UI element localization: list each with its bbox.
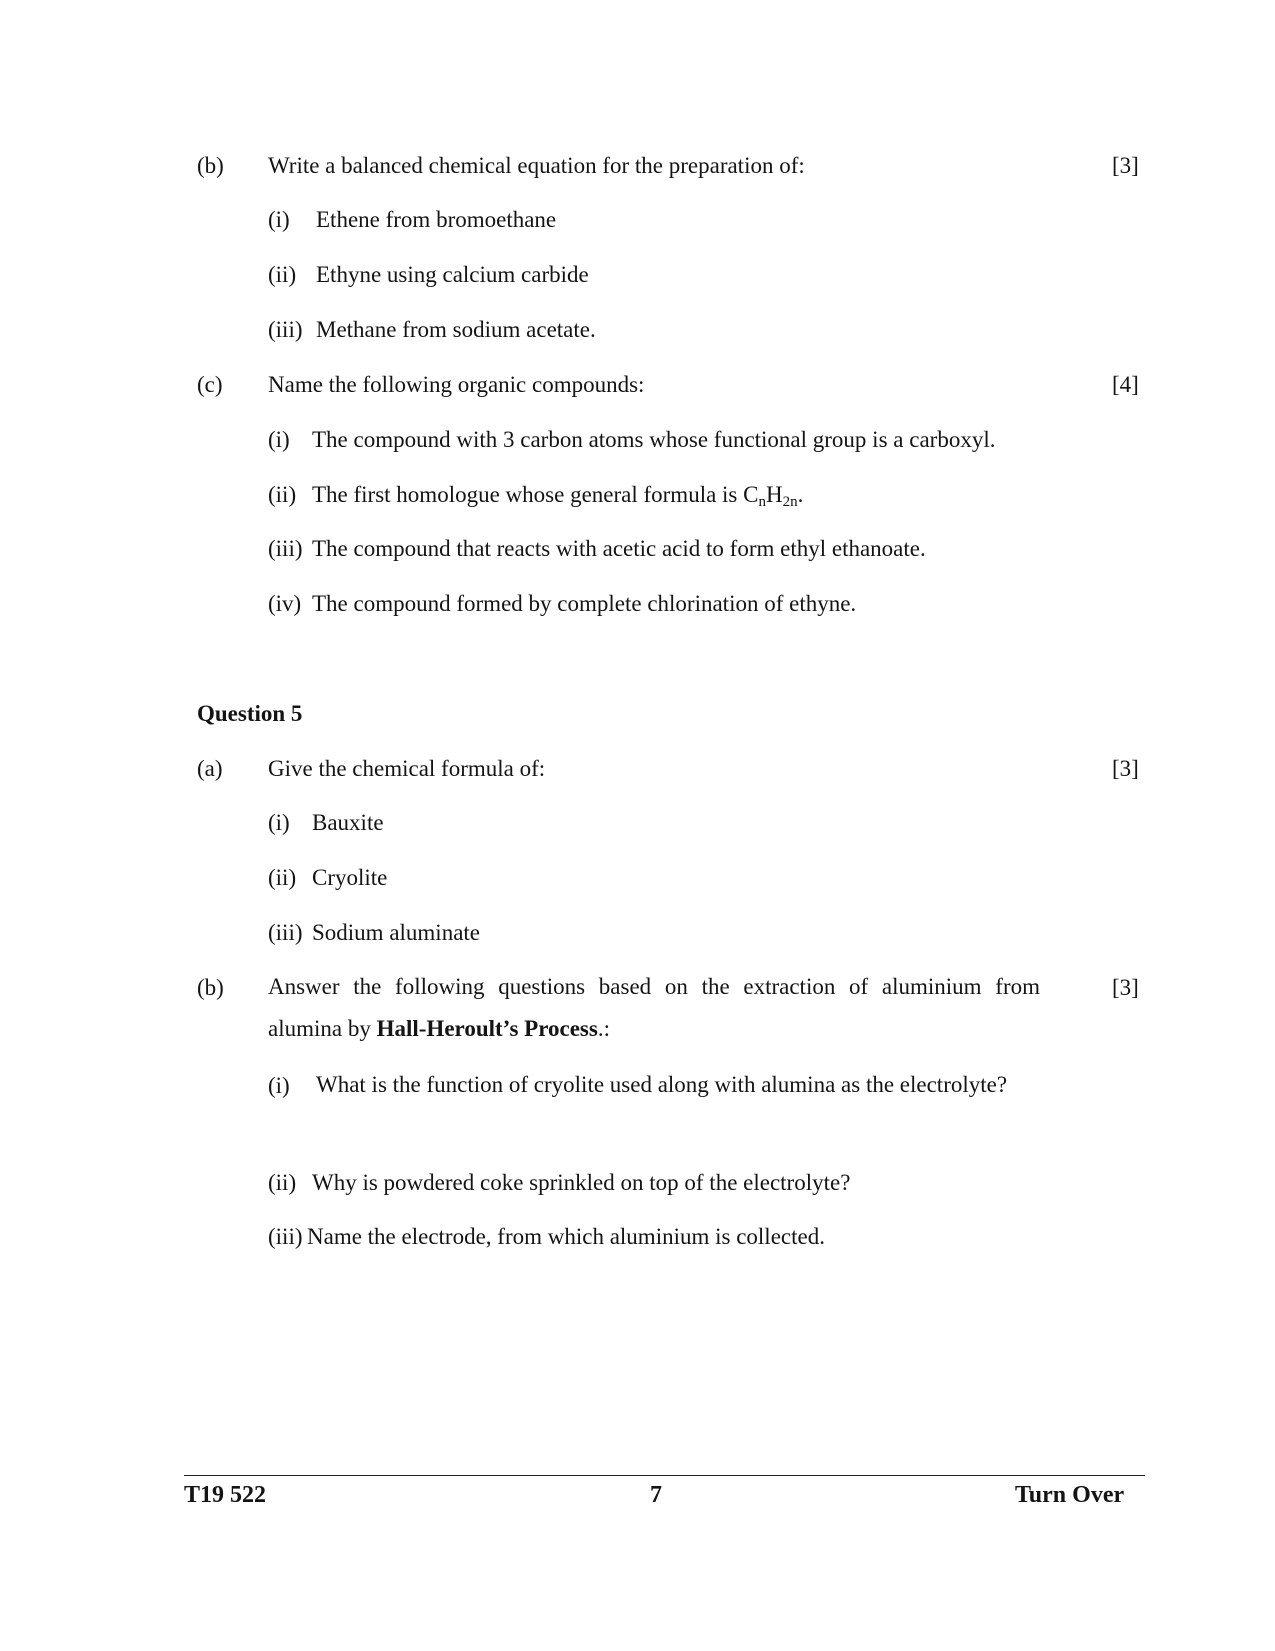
q4b-label: (b) <box>197 153 224 178</box>
q5b-ii-num: (ii) <box>268 1170 297 1195</box>
q4b-question: Write a balanced chemical equation for the preparation of: <box>268 153 805 178</box>
q5b-marks: [3] <box>1112 975 1139 1000</box>
q5a-marks: [3] <box>1112 756 1139 781</box>
q5a-iii-text: Sodium aluminate <box>312 920 481 945</box>
q5b-i-num: (i) <box>268 1073 290 1098</box>
q4b-iii-num: (iii) <box>268 317 303 342</box>
q4c-iii-text: The compound that reacts with acetic acid to form ethyl ethanoate. <box>312 536 926 561</box>
q4c-iv-num: (iv) <box>268 591 302 616</box>
q4b-iii-text: Methane from sodium acetate. <box>316 317 596 342</box>
q4c-label: (c) <box>197 372 223 397</box>
q5a-question: Give the chemical formula of: <box>268 756 546 781</box>
q5b-question: Answer the following questions based on the extraction of aluminium from alumina by Hall-Heroult’s Process.: <box>268 974 1040 1041</box>
q5b-ii-text: Why is powdered coke sprinkled on top of the electrolyte? <box>312 1170 851 1195</box>
q4c-ii-text: The first homologue whose general formula is $C_nH_{2n}$. <box>312 482 804 510</box>
q4c-iii-num: (iii) <box>268 536 303 561</box>
q5a-ii-num: (ii) <box>268 865 297 890</box>
q4c-ii-num: (ii) <box>268 482 297 507</box>
q4c-marks: [4] <box>1112 372 1139 397</box>
q5a-i-text: Bauxite <box>312 810 384 835</box>
turn-over-label: Turn Over <box>1015 1482 1125 1508</box>
q5a-label: (a) <box>197 756 223 781</box>
q4c-i-text: The compound with 3 carbon atoms whose functional group is a carboxyl. <box>312 427 996 452</box>
q5b-iii-num: (iii) <box>268 1224 303 1249</box>
q4c-question: Name the following organic compounds: <box>268 372 645 397</box>
q5b-i-text: What is the function of cryolite used along with alumina as the electrolyte? <box>316 1072 1008 1097</box>
question-5-heading: Question 5 <box>197 701 303 726</box>
q4b-i-text: Ethene from bromoethane <box>316 207 557 232</box>
q4c-iv-text: The compound formed by complete chlorination of ethyne. <box>312 591 857 616</box>
q5b-iii-text: Name the electrode, from which aluminium is collected. <box>307 1224 825 1249</box>
q5a-i-num: (i) <box>268 810 290 835</box>
q4b-ii-text: Ethyne using calcium carbide <box>316 262 589 287</box>
q5b-label: (b) <box>197 975 224 1000</box>
footer-divider <box>184 1475 1145 1476</box>
q4b-marks: [3] <box>1112 153 1139 178</box>
q5a-ii-text: Cryolite <box>312 865 388 890</box>
q4c-i-num: (i) <box>268 427 290 452</box>
page-number: 7 <box>650 1482 662 1508</box>
q4b-ii-num: (ii) <box>268 262 297 287</box>
q4b-i-num: (i) <box>268 207 290 232</box>
paper-code: T19 522 <box>184 1482 267 1508</box>
q5a-iii-num: (iii) <box>268 920 303 945</box>
